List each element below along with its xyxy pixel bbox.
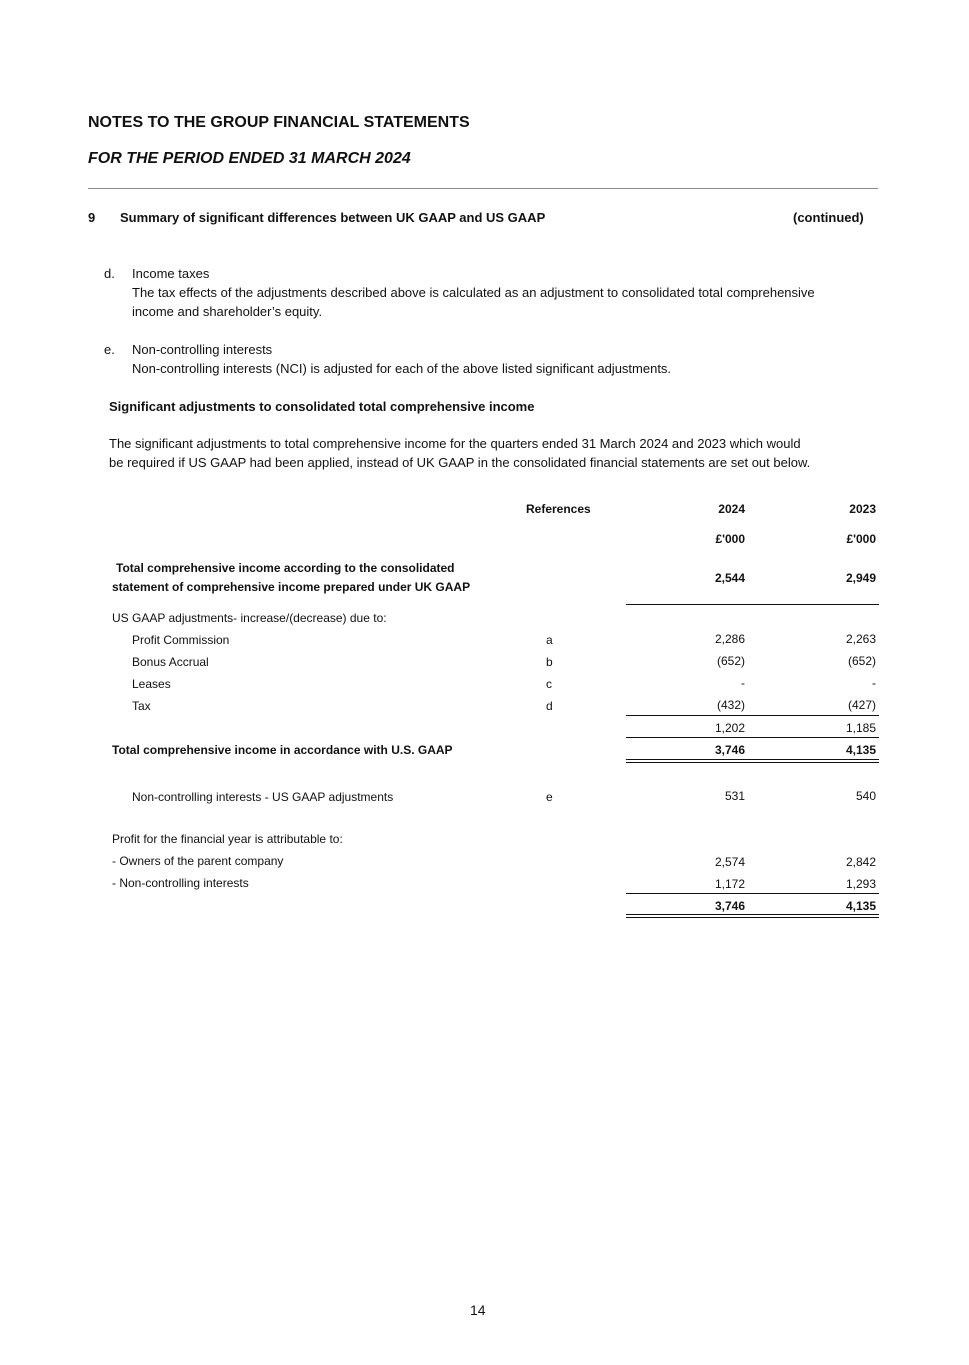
us-total-label: Total comprehensive income in accordance with U.S. GAAP (112, 743, 453, 757)
uk-total-label: Total comprehensive income according to the consolidated (116, 561, 455, 575)
uk-total-2024: 2,544 (714, 571, 745, 585)
page-title: NOTES TO THE GROUP FINANCIAL STATEMENTS (88, 114, 470, 131)
table-row-label: Tax (132, 699, 151, 713)
intro-line: be required if US GAAP had been applied, instead of UK GAAP in the consolidated financial statements are set out below. (109, 455, 811, 470)
attributable-row-label: - Owners of the parent company (112, 854, 284, 868)
section-number: 9 (88, 210, 96, 225)
table-row-2023: (427) (847, 698, 876, 712)
subtotal-2023: 1,185 (845, 721, 876, 735)
intro-line: The significant adjustments to total comprehensive income for the quarters ended 31 March 2024 and 2023 which would (109, 436, 801, 451)
item-text-line: The tax effects of the adjustments described above is calculated as an adjustment to consolidated total comprehensive (132, 285, 815, 300)
item-text-line: income and shareholder’s equity. (132, 304, 323, 319)
uk-total-label: statement of comprehensive income prepared under UK GAAP (112, 580, 471, 594)
attributable-label: Profit for the financial year is attributable to: (112, 832, 343, 846)
table-row-2024: 2,286 (714, 632, 745, 646)
final-total-2023: 4,135 (845, 899, 876, 913)
attributable-row-2024: 2,574 (714, 855, 745, 869)
table-row-2023: (652) (847, 654, 876, 668)
table-row-ref: a (546, 633, 553, 647)
nci-2023: 540 (855, 789, 876, 803)
rule-line (626, 715, 879, 716)
item-text-line: Non-controlling interests (NCI) is adjusted for each of the above listed significant adjustments. (132, 361, 672, 376)
table-row-ref: c (546, 677, 552, 691)
col-header-2023: 2023 (849, 502, 876, 516)
subtotal-2024: 1,202 (714, 721, 745, 735)
table-row-label: Bonus Accrual (132, 655, 209, 669)
header-divider (88, 188, 878, 189)
us-total-2023: 4,135 (845, 743, 876, 757)
section-continued: (continued) (793, 210, 864, 225)
col-header-2024: 2024 (718, 502, 745, 516)
rule-line (626, 893, 879, 894)
section-title: Summary of significant differences between UK GAAP and US GAAP (120, 210, 546, 225)
nci-ref: e (546, 790, 553, 804)
adjustments-heading: Significant adjustments to consolidated total comprehensive income (109, 399, 535, 414)
uk-total-2023: 2,949 (845, 571, 876, 585)
table-row-2023: - (872, 676, 876, 690)
us-total-2024: 3,746 (714, 743, 745, 757)
attributable-row-2023: 2,842 (845, 855, 876, 869)
item-heading: Non-controlling interests (132, 342, 273, 357)
page-number: 14 (470, 1302, 486, 1318)
double-rule-line (626, 914, 879, 918)
double-rule-line (626, 759, 879, 763)
table-row-ref: b (546, 655, 553, 669)
item-label: d. (104, 266, 115, 281)
table-row-label: Leases (132, 677, 171, 691)
table-row-2024: (432) (716, 698, 745, 712)
nci-label: Non-controlling interests - US GAAP adjustments (132, 790, 394, 804)
rule-line (626, 604, 879, 605)
item-heading: Income taxes (132, 266, 210, 281)
unit-2023: £'000 (846, 532, 876, 546)
table-row-2024: - (741, 676, 745, 690)
table-row-2023: 2,263 (845, 632, 876, 646)
attributable-row-label: - Non-controlling interests (112, 876, 249, 890)
col-header-references: References (526, 502, 591, 516)
table-row-2024: (652) (716, 654, 745, 668)
nci-2024: 531 (724, 789, 745, 803)
table-row-ref: d (546, 699, 553, 713)
page-subtitle: FOR THE PERIOD ENDED 31 MARCH 2024 (88, 150, 411, 167)
adjustments-label: US GAAP adjustments- increase/(decrease) due to: (112, 611, 387, 625)
unit-2024: £'000 (715, 532, 745, 546)
attributable-row-2023: 1,293 (845, 877, 876, 891)
table-row-label: Profit Commission (132, 633, 230, 647)
item-label: e. (104, 342, 115, 357)
attributable-row-2024: 1,172 (714, 877, 745, 891)
final-total-2024: 3,746 (714, 899, 745, 913)
rule-line (626, 737, 879, 738)
